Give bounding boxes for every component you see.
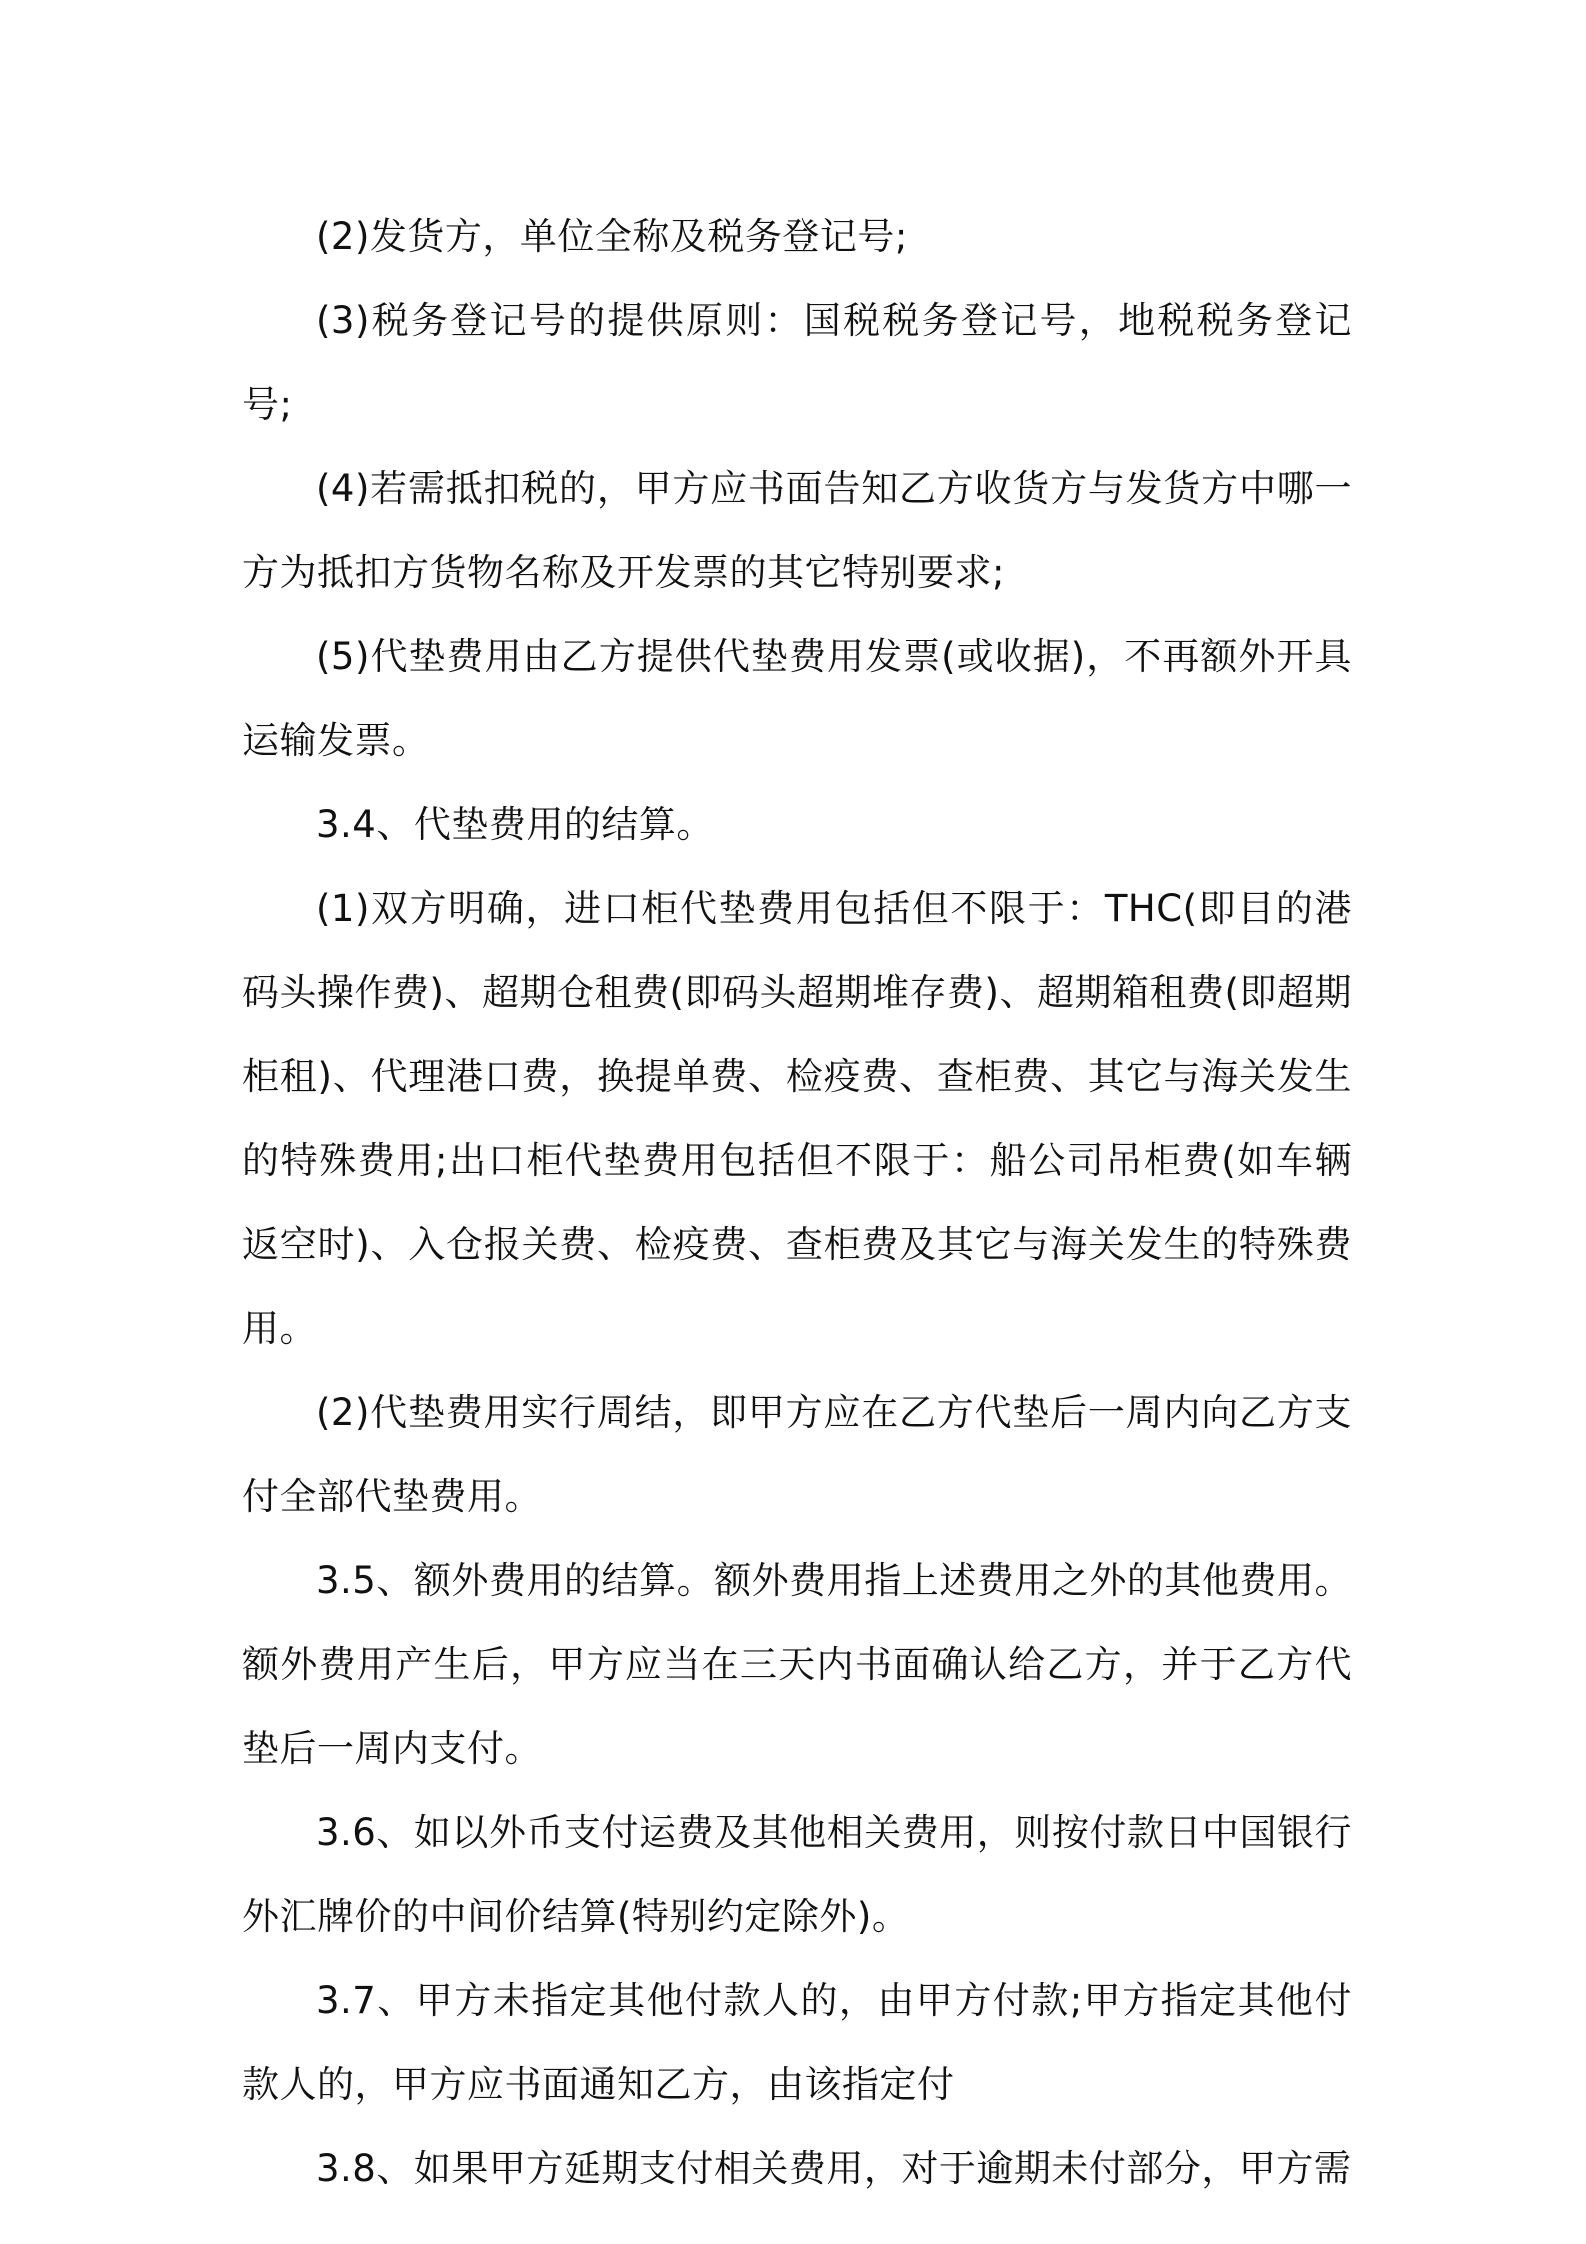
paragraph-5-advance-invoice: (5)代垫费用由乙方提供代垫费用发票(或收据)，不再额外开具运输发票。 [242, 635, 1352, 762]
section-3-6-foreign-currency: 3.6、如以外币支付运费及其他相关费用，则按付款日中国银行外汇牌价的中间价结算(特别约定除外)。 [242, 1811, 1352, 1938]
paragraph-3-tax-registration: (3)税务登记号的提供原则：国税税务登记号，地税税务登记号; [242, 299, 1352, 426]
paragraph-3-4-2-weekly-settlement: (2)代垫费用实行周结，即甲方应在乙方代垫后一周内向乙方支付全部代垫费用。 [242, 1391, 1352, 1518]
section-3-8-late-payment: 3.8、如果甲方延期支付相关费用，对于逾期未付部分，甲方需 [316, 2147, 1352, 2190]
paragraph-2-shipper: (2)发货方，单位全称及税务登记号; [316, 215, 908, 258]
paragraph-3-4-1-costs: (1)双方明确，进口柜代垫费用包括但不限于：THC(即目的港码头操作费)、超期仓租费(即码头超期堆存费)、超期箱租费(即超期柜租)、代理港口费，换提单费、检疫费、查柜费、其它与海关发生的特殊费用;出口柜代垫费用包括但不限于：船公司吊柜费(如车辆返空时)、入仓报关费、检疫费、查柜费及其它与海关发生的特殊费用。 [242, 887, 1352, 1350]
section-3-5-extra-costs: 3.5、额外费用的结算。额外费用指上述费用之外的其他费用。额外费用产生后，甲方应当在三天内书面确认给乙方，并于乙方代垫后一周内支付。 [242, 1559, 1352, 1770]
paragraph-4-tax-deduction: (4)若需抵扣税的，甲方应书面告知乙方收货方与发货方中哪一方为抵扣方货物名称及开发票的其它特别要求; [242, 467, 1352, 594]
section-3-7-payer: 3.7、甲方未指定其他付款人的，由甲方付款;甲方指定其他付款人的，甲方应书面通知乙方，由该指定付 [242, 1979, 1352, 2106]
section-3-4-heading: 3.4、代垫费用的结算。 [316, 803, 714, 846]
document-body [242, 195, 1352, 2211]
